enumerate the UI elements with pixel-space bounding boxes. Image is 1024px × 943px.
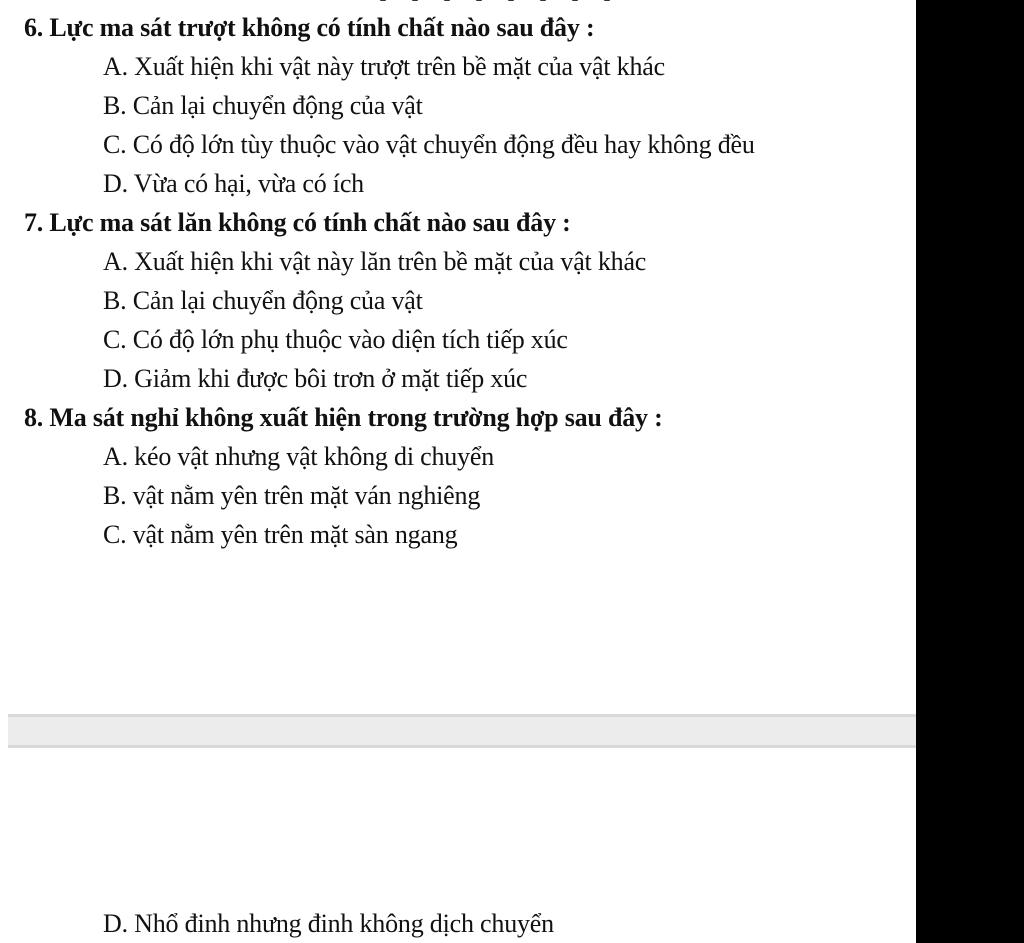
cut-off-text-line — [380, 0, 800, 3]
window-dark-margin — [916, 0, 1024, 943]
question-8-option-b: B. vật nằm yên trên mặt ván nghiêng — [103, 481, 481, 510]
question-8-option-d: D. Nhổ đinh nhưng đinh không dịch chuyển — [103, 909, 554, 938]
question-8-option-c: C. vật nằm yên trên mặt sàn ngang — [103, 520, 458, 549]
question-6-option-a: A. Xuất hiện khi vật này trượt trên bề mặt của vật khác — [103, 52, 665, 81]
question-7-option-c: C. Có độ lớn phụ thuộc vào diện tích tiếp xúc — [103, 325, 568, 354]
question-6-option-b: B. Cản lại chuyển động của vật — [103, 91, 423, 120]
page-break-edge — [0, 714, 8, 748]
question-6-option-d: D. Vừa có hại, vừa có ích — [103, 169, 364, 198]
question-list — [0, 8, 916, 554]
page-break-gap — [0, 714, 916, 748]
question-8-title: 8. Ma sát nghỉ không xuất hiện trong trường hợp sau đây : — [24, 403, 663, 432]
question-7-title: 7. Lực ma sát lăn không có tính chất nào sau đây : — [24, 208, 571, 237]
question-7-option-d: D. Giảm khi được bôi trơn ở mặt tiếp xúc — [103, 364, 528, 393]
question-7-option-b: B. Cản lại chuyển động của vật — [103, 286, 423, 315]
question-6-option-c: C. Có độ lớn tùy thuộc vào vật chuyển động đều hay không đều — [103, 130, 755, 159]
question-8-option-a: A. kéo vật nhưng vật không di chuyển — [103, 442, 495, 471]
question-6-title: 6. Lực ma sát trượt không có tính chất nào sau đây : — [24, 13, 595, 42]
question-7-option-a: A. Xuất hiện khi vật này lăn trên bề mặt của vật khác — [103, 247, 647, 276]
